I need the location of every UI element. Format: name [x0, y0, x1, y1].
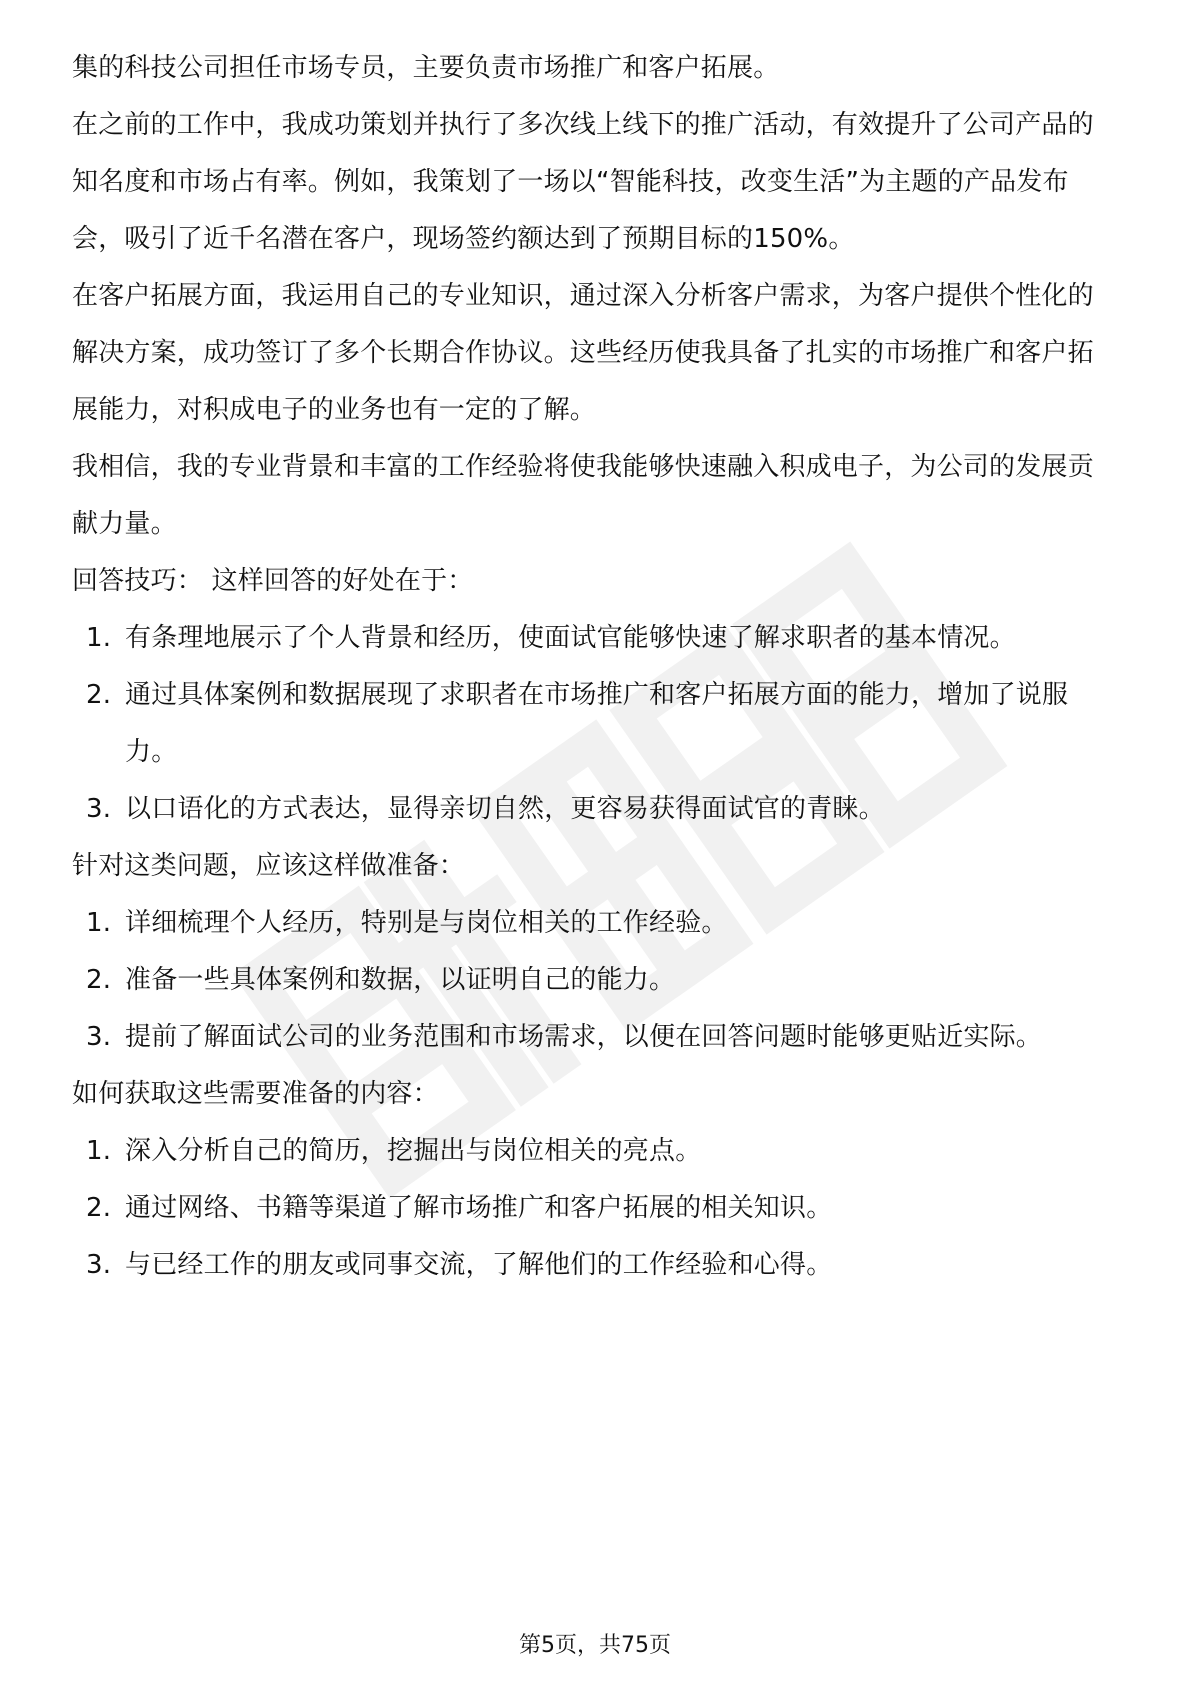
list-item: 1. 有条理地展示了个人背景和经历，使面试官能够快速了解求职者的基本情况。	[86, 623, 1016, 653]
paragraph-client-expansion: 在客户拓展方面，我运用自己的专业知识，通过深入分析客户需求，为客户提供个性化的解决方案，成功签订了多个长期合作协议。这些经历使我具备了扎实的市场推广和客户拓展能力，对积成电子的业务也有一定的了解。	[72, 281, 1094, 425]
tips-list	[72, 610, 1118, 838]
page-number-footer: 第5页，共75页	[519, 1633, 671, 1658]
prepare-list	[72, 895, 1118, 1066]
document-body	[72, 40, 1118, 1294]
list-item: 1. 深入分析自己的简历，挖掘出与岗位相关的亮点。	[86, 1136, 702, 1166]
paragraph-achievements: 在之前的工作中，我成功策划并执行了多次线上线下的推广活动，有效提升了公司产品的知名度和市场占有率。例如，我策划了一场以“智能科技，改变生活”为主题的产品发布会，吸引了近千名潜在客户，现场签约额达到了预期目标的150%。	[72, 110, 1094, 254]
list-item: 2. 准备一些具体案例和数据，以证明自己的能力。	[86, 965, 676, 995]
list-item: 3. 提前了解面试公司的业务范围和市场需求，以便在回答问题时能够更贴近实际。	[86, 1022, 1043, 1052]
paragraph-role-intro: 集的科技公司担任市场专员，主要负责市场推广和客户拓展。	[72, 53, 780, 83]
list-item: 1. 详细梳理个人经历，特别是与岗位相关的工作经验。	[86, 908, 728, 938]
obtain-heading: 如何获取这些需要准备的内容：	[72, 1079, 439, 1109]
prepare-heading: 针对这类问题，应该这样做准备：	[72, 851, 466, 881]
obtain-list	[72, 1123, 1118, 1294]
list-item: 2. 通过网络、书籍等渠道了解市场推广和客户拓展的相关知识。	[86, 1193, 833, 1223]
list-item: 3. 以口语化的方式表达，显得亲切自然，更容易获得面试官的青睐。	[86, 794, 885, 824]
paragraph-conclusion: 我相信，我的专业背景和丰富的工作经验将使我能够快速融入积成电子，为公司的发展贡献力量。	[72, 452, 1094, 539]
list-item: 3. 与已经工作的朋友或同事交流，了解他们的工作经验和心得。	[86, 1250, 833, 1280]
list-item: 2. 通过具体案例和数据展现了求职者在市场推广和客户拓展方面的能力，增加了说服力。	[86, 680, 1069, 767]
tips-heading: 回答技巧： 这样回答的好处在于：	[72, 566, 474, 596]
